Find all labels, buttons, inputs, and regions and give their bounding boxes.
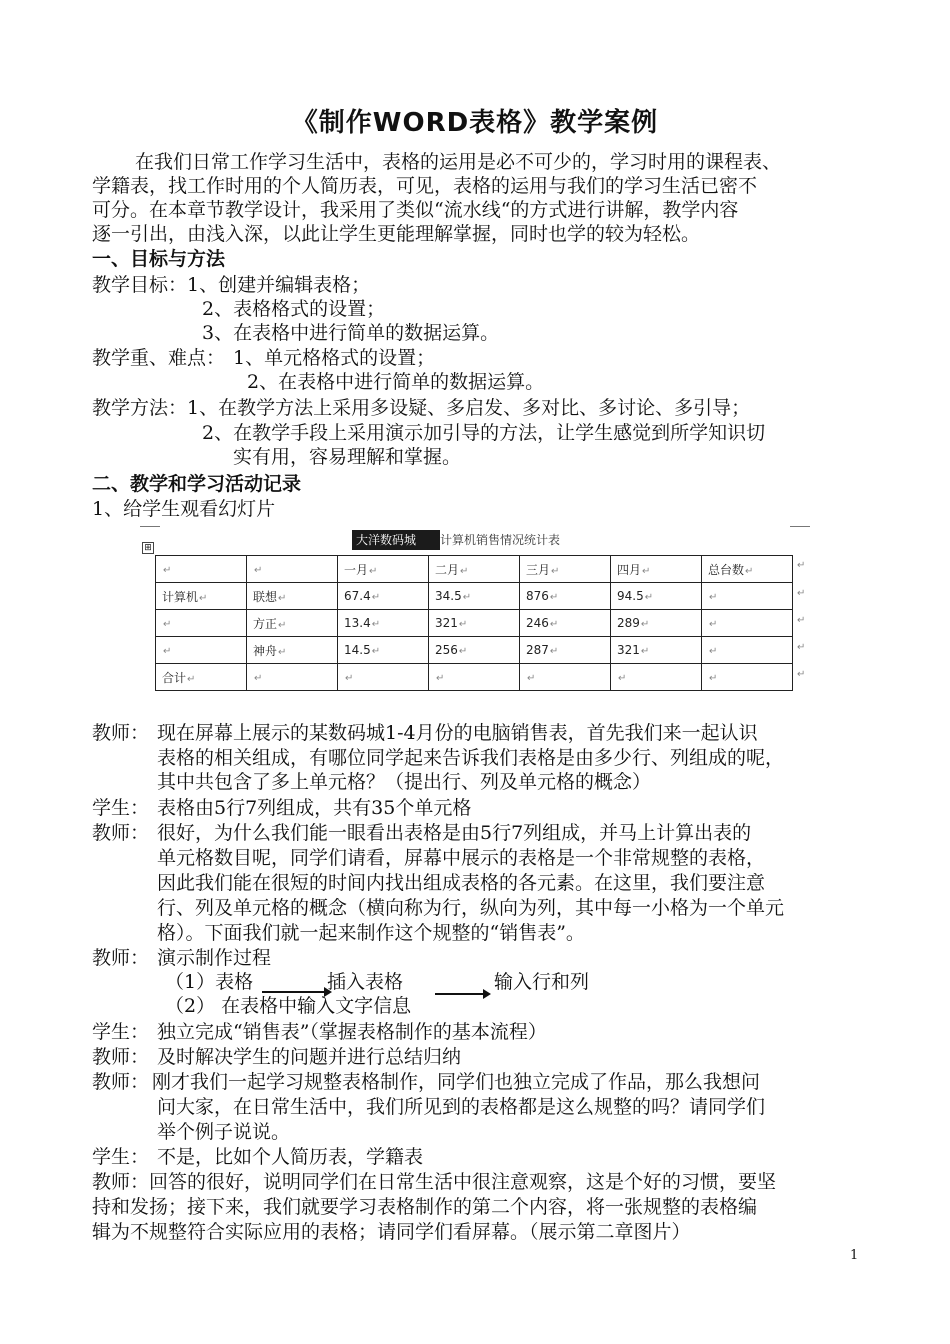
cell-end-mark: ↵ [709, 646, 718, 657]
cell-end-mark: ↵ [640, 646, 650, 657]
table-cell[interactable] [611, 556, 702, 583]
cell-end-mark: ↵ [254, 565, 263, 576]
table-cell[interactable] [611, 664, 702, 691]
dialogue-line: 单元格数目呢，同学们请看，屏幕中展示的表格是一个非常规整的表格， [157, 847, 766, 869]
table-cell[interactable] [247, 610, 338, 637]
cell-text: 94.5 [617, 589, 644, 603]
cell-end-mark: ↵ [371, 646, 381, 657]
speaker-label: 教师： [92, 722, 150, 744]
cell-end-mark: ↵ [640, 619, 650, 630]
cell-end-mark: ↵ [527, 673, 536, 684]
process-step-label: （2） 在表格中输入文字信息 [165, 995, 412, 1017]
keypoint-item: 1、单元格格式的设置； [233, 347, 436, 369]
speaker-label: 学生： [92, 1146, 150, 1168]
dialogue-line: 及时解决学生的问题并进行总结归纳 [157, 1046, 462, 1068]
dialogue-line: 现在屏幕上展示的某数码城1-4月份的电脑销售表，首先我们来一起认识 [157, 722, 758, 744]
dialogue-line: 格）。下面我们就一起来制作这个规整的“销售表”。 [157, 922, 585, 944]
table-cell[interactable] [520, 610, 611, 637]
paragraph-line: 教师：回答的很好，说明同学们在日常生活中很注意观察，这是个好的习惯，要坚 [92, 1171, 777, 1193]
method-item: 1、在教学方法上采用多设疑、多启发、多对比、多讨论、多引导； [187, 397, 751, 419]
cell-end-mark: ↵ [458, 646, 468, 657]
table-move-handle-icon[interactable]: ⊞ [142, 542, 154, 554]
dialogue-line: 很好，为什么我们能一眼看出表格是由5行7列组成，并马上计算出表的 [157, 822, 752, 844]
table-cell[interactable] [702, 637, 793, 664]
step-item: 1、给学生观看幻灯片 [92, 498, 276, 520]
table-cell[interactable] [702, 610, 793, 637]
cell-end-mark: ↵ [371, 619, 381, 630]
cell-end-mark: ↵ [163, 646, 172, 657]
goal-item: 3、在表格中进行简单的数据运算。 [202, 322, 500, 344]
dialogue-line: 表格由5行7列组成，共有35个单元格 [157, 797, 472, 819]
cell-end-mark: ↵ [551, 565, 560, 577]
cell-text: 合计 [162, 670, 187, 685]
speaker-label: 教师： [92, 822, 150, 844]
table-cell[interactable] [520, 664, 611, 691]
cell-text: 二月 [435, 562, 460, 577]
dialogue-line: 行、列及单元格的概念（横向称为行，纵向为列，其中每一小格为一个单元 [157, 897, 785, 919]
dialogue-line: 独立完成“销售表”（掌握表格制作的基本流程） [157, 1021, 547, 1043]
cell-end-mark: ↵ [458, 619, 468, 630]
sales-table [155, 555, 793, 691]
paragraph-line: 持和发扬；接下来，我们就要学习表格制作的第二个内容，将一张规整的表格编 [92, 1196, 758, 1218]
cell-end-mark: ↵ [709, 673, 718, 684]
cell-end-mark: ↵ [199, 592, 208, 604]
table-cell[interactable] [156, 610, 247, 637]
cell-end-mark: ↵ [369, 565, 378, 577]
table-row [156, 637, 793, 664]
table-row [156, 583, 793, 610]
table-cell[interactable] [156, 637, 247, 664]
method-item: 2、在教学手段上采用演示加引导的方法，让学生感觉到所学知识切 [202, 422, 766, 444]
table-cell[interactable] [156, 583, 247, 610]
slide-title-highlight: 大洋数码城 [352, 530, 440, 550]
cell-end-mark: ↵ [709, 619, 718, 630]
table-cell[interactable] [338, 556, 429, 583]
cell-text: 14.5 [344, 643, 371, 657]
method-item: 实有用，容易理解和掌握。 [233, 446, 462, 468]
table-cell[interactable] [338, 637, 429, 664]
intro-line: 可分。在本章节教学设计，我采用了类似“流水线“的方式进行讲解，教学内容 [92, 199, 739, 221]
section-heading: 二、教学和学习活动记录 [92, 473, 302, 495]
cell-text: 34.5 [435, 589, 462, 603]
speaker-label: 教师： [92, 947, 150, 969]
cell-end-mark: ↵ [460, 565, 469, 577]
dialogue-line: 表格的相关组成，有哪位同学起来告诉我们表格是由多少行、列组成的呢， [157, 747, 785, 769]
table-cell[interactable] [156, 556, 247, 583]
section-heading: 一、目标与方法 [92, 248, 226, 270]
table-cell[interactable] [611, 637, 702, 664]
goal-item: 2、表格格式的设置； [202, 298, 386, 320]
keypoint-item: 2、在表格中进行简单的数据运算。 [247, 371, 545, 393]
row-end-mark: ↵ [797, 588, 806, 599]
cell-text: 256 [435, 643, 458, 657]
cell-end-mark: ↵ [549, 646, 559, 657]
row-end-mark: ↵ [797, 642, 806, 653]
table-row [156, 610, 793, 637]
cell-text: 三月 [526, 562, 551, 577]
cell-end-mark: ↵ [278, 592, 287, 604]
cell-end-mark: ↵ [644, 592, 654, 603]
dialogue-line: 举个例子说说。 [157, 1121, 291, 1143]
paragraph-line: 辑为不规整符合实际应用的表格；请同学们看屏幕。（展示第二章图片） [92, 1221, 691, 1243]
table-cell[interactable] [611, 610, 702, 637]
cell-text: 67.4 [344, 589, 371, 603]
cell-text: 神舟 [253, 643, 278, 658]
row-end-mark: ↵ [797, 560, 806, 571]
slide-title: 计算机销售情况统计表 [440, 533, 561, 547]
cell-text: 289 [617, 616, 640, 630]
speaker-label: 学生： [92, 1021, 150, 1043]
cell-end-mark: ↵ [642, 565, 651, 577]
arrow-right-icon [262, 991, 326, 993]
table-cell[interactable] [156, 664, 247, 691]
process-step-label: （1）表格 [165, 971, 254, 993]
table-cell[interactable] [338, 610, 429, 637]
intro-line: 学籍表，找工作时用的个人简历表，可见，表格的运用与我们的学习生活已密不 [92, 175, 758, 197]
cell-text: 方正 [253, 616, 278, 631]
table-cell[interactable] [702, 583, 793, 610]
cell-end-mark: ↵ [745, 565, 754, 577]
speaker-label: 教师： [92, 1071, 150, 1093]
crop-mark [140, 520, 160, 527]
cell-end-mark: ↵ [278, 646, 287, 658]
table-cell[interactable] [247, 637, 338, 664]
arrow-right-icon [435, 993, 485, 995]
cell-text: 287 [526, 643, 549, 657]
cell-end-mark: ↵ [163, 565, 172, 576]
table-row [156, 664, 793, 691]
process-step: 输入行和列 [494, 971, 590, 993]
dialogue-line: 问大家，在日常生活中，我们所见到的表格都是这么规整的吗？请同学们 [157, 1096, 766, 1118]
intro-line: 在我们日常工作学习生活中，表格的运用是必不可少的，学习时用的课程表、 [135, 151, 782, 173]
cell-text: 876 [526, 589, 549, 603]
speaker-label: 学生： [92, 797, 150, 819]
table-cell[interactable] [520, 637, 611, 664]
page-number: 1 [850, 1248, 859, 1263]
methods-label: 教学方法： [92, 397, 188, 419]
cell-text: 联想 [253, 589, 278, 604]
table-cell[interactable] [702, 664, 793, 691]
cell-text: 246 [526, 616, 549, 630]
cell-end-mark: ↵ [187, 673, 196, 685]
dialogue-line: 刚才我们一起学习规整表格制作，同学们也独立完成了作品，那么我想问 [152, 1071, 761, 1093]
cell-text: 321 [435, 616, 458, 630]
table-cell[interactable] [520, 556, 611, 583]
cell-end-mark: ↵ [163, 619, 172, 630]
dialogue-line: 其中共包含了多上单元格？（提出行、列及单元格的概念） [157, 771, 652, 793]
cell-end-mark: ↵ [278, 619, 287, 631]
row-end-mark: ↵ [797, 669, 806, 680]
table-cell[interactable] [429, 610, 520, 637]
table-cell[interactable] [247, 583, 338, 610]
table-cell[interactable] [611, 583, 702, 610]
keypoints-label: 教学重、难点： [92, 347, 226, 369]
cell-text: 13.4 [344, 616, 371, 630]
cell-end-mark: ↵ [618, 673, 627, 684]
cell-end-mark: ↵ [462, 592, 472, 603]
table-row [156, 556, 793, 583]
table-cell[interactable] [520, 583, 611, 610]
dialogue-line: 演示制作过程 [157, 947, 272, 969]
dialogue-line: 不是，比如个人简历表，学籍表 [157, 1146, 424, 1168]
table-cell[interactable] [429, 637, 520, 664]
table-cell[interactable] [429, 664, 520, 691]
cell-text: 一月 [344, 562, 369, 577]
goals-label: 教学目标： [92, 274, 188, 296]
intro-line: 逐一引出，由浅入深，以此让学生更能理解掌握，同时也学的较为轻松。 [92, 223, 701, 245]
row-end-mark: ↵ [797, 615, 806, 626]
cell-end-mark: ↵ [371, 592, 381, 603]
table-cell[interactable] [429, 583, 520, 610]
process-step: 插入表格 [327, 971, 404, 993]
cell-text: 总台数 [708, 562, 745, 577]
cell-end-mark: ↵ [436, 673, 445, 684]
cell-text: 四月 [617, 562, 642, 577]
cell-end-mark: ↵ [549, 592, 559, 603]
goal-item: 1、创建并编辑表格； [187, 274, 371, 296]
speaker-label: 教师： [92, 1046, 150, 1068]
table-cell[interactable] [338, 664, 429, 691]
cell-end-mark: ↵ [549, 619, 559, 630]
table-cell[interactable] [247, 556, 338, 583]
table-cell[interactable] [247, 664, 338, 691]
crop-mark [790, 520, 810, 527]
cell-text: 321 [617, 643, 640, 657]
document-title: 《制作WORD表格》教学案例 [291, 108, 659, 138]
dialogue-line: 因此我们能在很短的时间内找出组成表格的各元素。在这里，我们要注意 [157, 872, 766, 894]
cell-end-mark: ↵ [345, 673, 354, 684]
cell-end-mark: ↵ [254, 673, 263, 684]
cell-text: 计算机 [162, 589, 199, 604]
cell-end-mark: ↵ [709, 592, 718, 603]
table-cell[interactable] [702, 556, 793, 583]
table-cell[interactable] [429, 556, 520, 583]
table-cell[interactable] [338, 583, 429, 610]
